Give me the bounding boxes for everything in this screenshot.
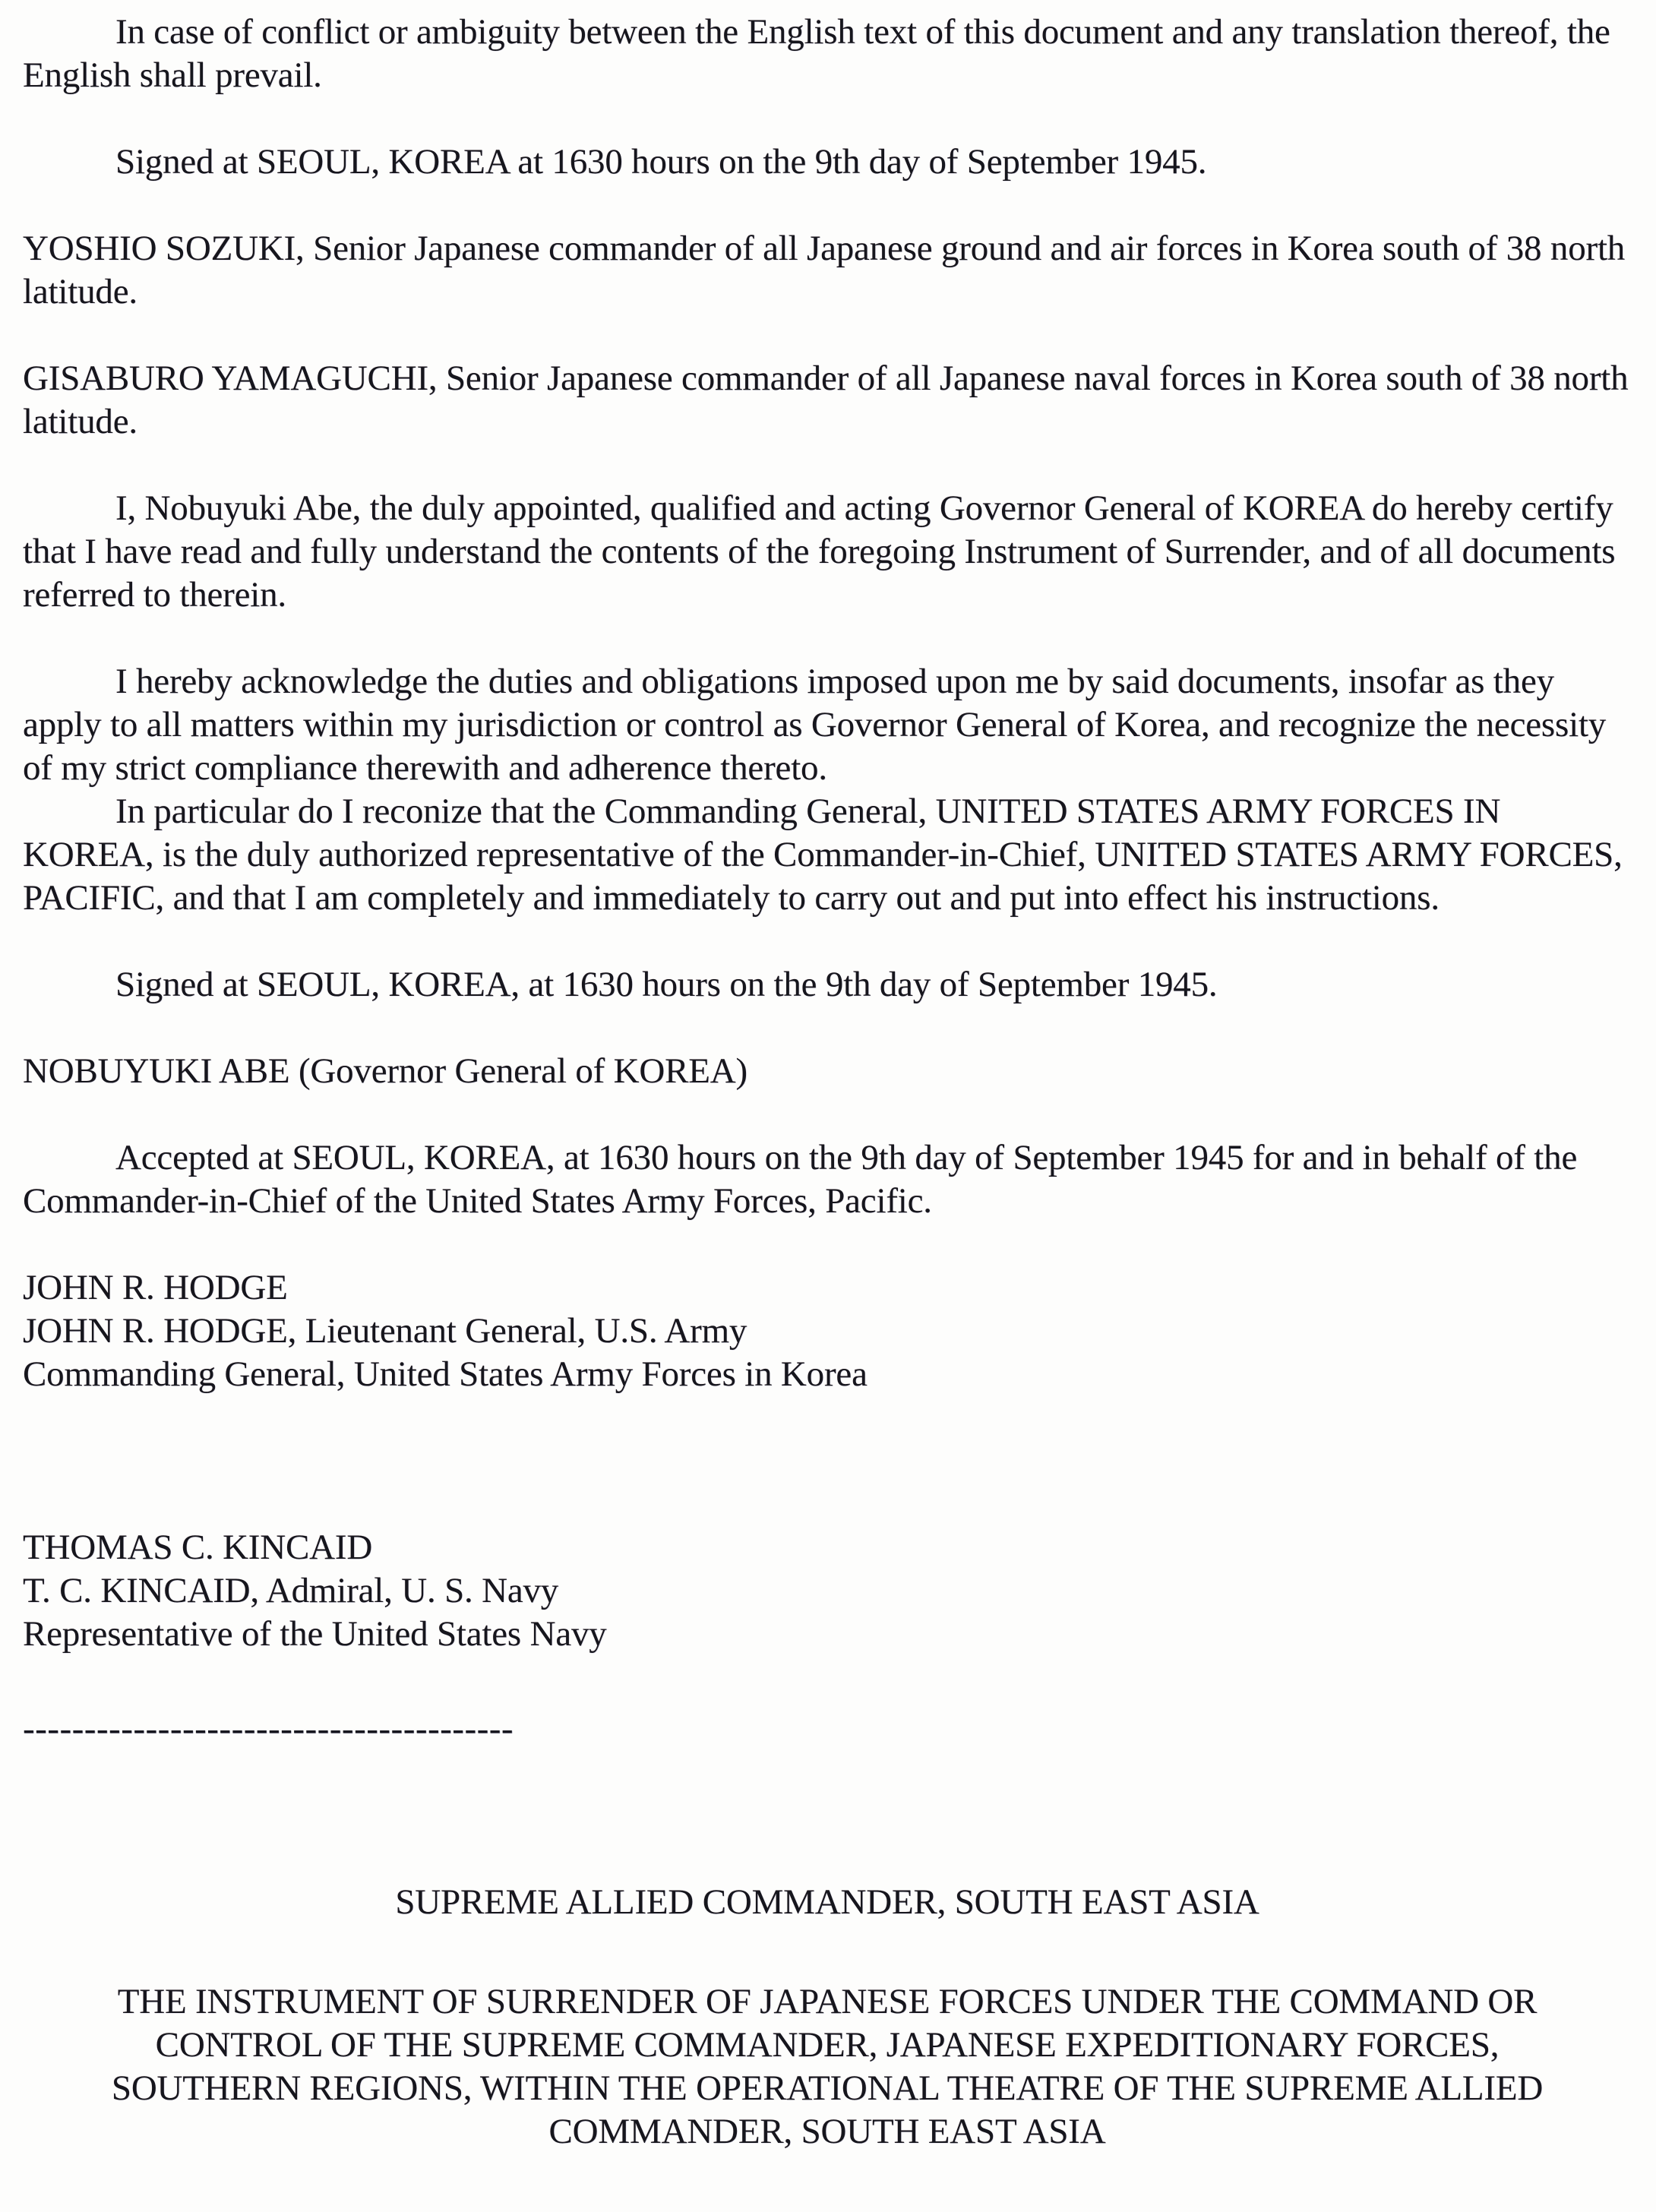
title-instrument-of-surrender — [23, 1980, 1632, 2154]
paragraph-signed-seoul-first: Signed at SEOUL, KOREA at 1630 hours on the 9th day of September 1945. — [115, 142, 1207, 182]
paragraph-yoshio-sozuki: YOSHIO SOZUKI, Senior Japanese commander of all Japanese ground and air forces in Korea south of 38 north latitude. — [23, 229, 1626, 311]
document-body — [23, 11, 1632, 2154]
signature-block-kincaid — [23, 1526, 1632, 1656]
paragraph-abe-recognize-commanding-general: In particular do I reconize that the Commanding General, UNITED STATES ARMY FORCES IN KOREA, is the duly authorized representative of the Commander-in-Chief, UNITED STATES ARMY FORCES, PACIFIC, and that I am completely and immediately to carry out and put into effect his instructions. — [23, 792, 1623, 918]
paragraph-abe-certify: I, Nobuyuki Abe, the duly appointed, qualified and acting Governor General of KOREA do hereby certify that I have read and fully understand the contents of the foregoing Instrument of Surrender, and of all documents referred to therein. — [23, 488, 1616, 615]
text-line: Commanding General, United States Army Forces in Korea — [23, 1354, 868, 1394]
text-line: T. C. KINCAID, Admiral, U. S. Navy — [23, 1571, 559, 1610]
text-line: JOHN R. HODGE, Lieutenant General, U.S. Army — [23, 1311, 747, 1351]
paragraph-nobuyuki-abe-signature: NOBUYUKI ABE (Governor General of KOREA) — [23, 1051, 747, 1091]
text-line: THOMAS C. KINCAID — [23, 1528, 373, 1567]
text-line: SUPREME ALLIED COMMANDER, SOUTH EAST ASIA — [395, 1882, 1259, 1922]
paragraph-accepted-seoul: Accepted at SEOUL, KOREA, at 1630 hours on the 9th day of September 1945 for and in behalf of the Commander-in-Chief of the United States Army Forces, Pacific. — [23, 1138, 1578, 1221]
text-line: CONTROL OF THE SUPREME COMMANDER, JAPANESE EXPEDITIONARY FORCES, — [155, 2025, 1500, 2065]
paragraph-abe-acknowledge: I hereby acknowledge the duties and obligations imposed upon me by said documents, insofar as they apply to all matters within my jurisdiction or control as Governor General of Korea, and recognize the necessity of my strict compliance therewith and adherence thereto. — [23, 662, 1607, 788]
text-line: Representative of the United States Navy — [23, 1614, 607, 1654]
paragraph-english-prevail: In case of conflict or ambiguity between the English text of this document and any translation thereof, the English shall prevail. — [23, 12, 1610, 95]
heading-supreme-allied-commander — [23, 1881, 1632, 1924]
text-line: THE INSTRUMENT OF SURRENDER OF JAPANESE FORCES UNDER THE COMMAND OR — [117, 1982, 1537, 2021]
dashed-separator: ---------------------------------------- — [23, 1709, 514, 1749]
paragraph-signed-seoul-second: Signed at SEOUL, KOREA, at 1630 hours on the 9th day of September 1945. — [115, 965, 1218, 1004]
signature-block-hodge — [23, 1266, 1632, 1396]
paragraph-gisaburo-yamaguchi: GISABURO YAMAGUCHI, Senior Japanese commander of all Japanese naval forces in Korea south of 38 north latitude. — [23, 359, 1629, 441]
text-line: SOUTHERN REGIONS, WITHIN THE OPERATIONAL THEATRE OF THE SUPREME ALLIED — [111, 2068, 1544, 2108]
text-line: COMMANDER, SOUTH EAST ASIA — [548, 2112, 1106, 2151]
text-line: JOHN R. HODGE — [23, 1268, 288, 1307]
